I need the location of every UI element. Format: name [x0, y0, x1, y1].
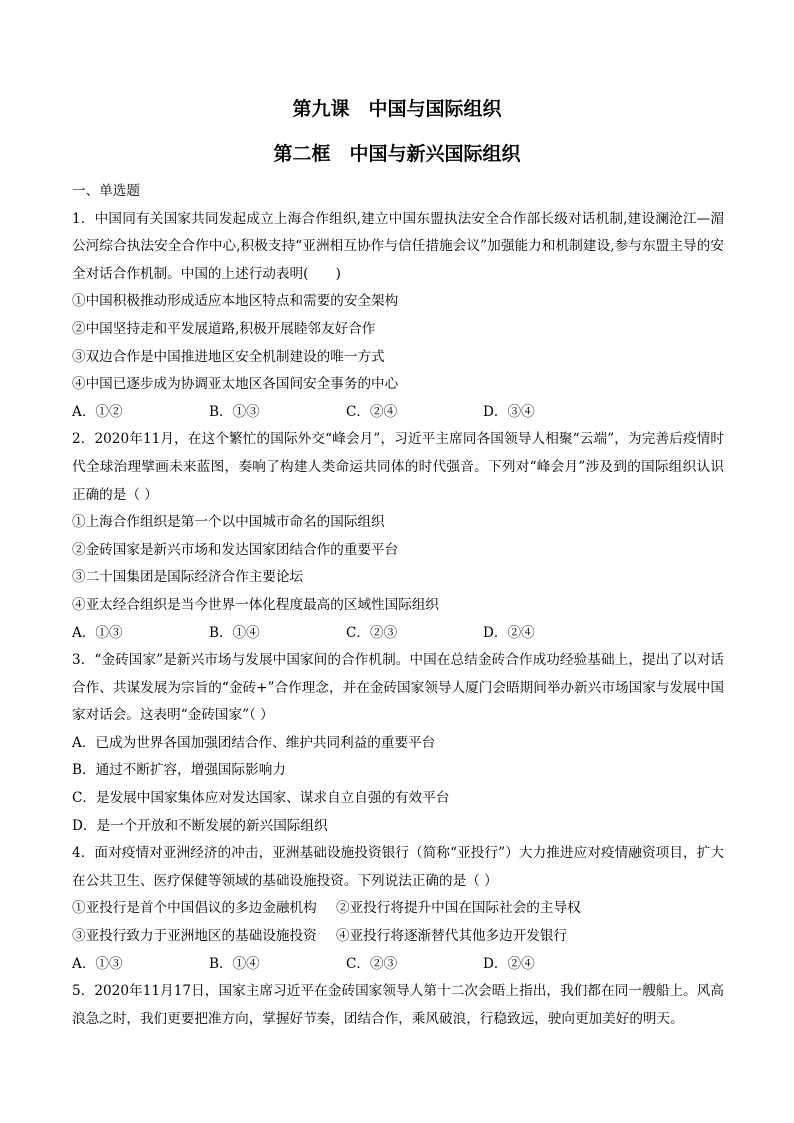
choice-c[interactable]: C．是发展中国家集体应对发达国家、谋求自立自强的有效平台 [72, 790, 450, 807]
question-2-item: ④亚太经合组织是当今世界一体化程度最高的区域性国际组织 [72, 596, 440, 613]
choice-c[interactable]: C．②③ [346, 624, 398, 641]
question-4-item-row [72, 895, 724, 923]
question-2-item: ①上海合作组织是第一个以中国城市命名的国际组织 [72, 514, 385, 531]
question-2-item: ③二十国集团是国际经济合作主要论坛 [72, 569, 304, 586]
question-list [72, 178, 724, 1033]
choice-a[interactable]: A．①③ [72, 955, 123, 972]
question-4-stem: 4．面对疫情对亚洲经济的冲击，亚洲基础设施投资银行（简称“亚投行”）大力推进应对疫情融资项目，扩大在公共卫生、医疗保健等领域的基础设施投资。下列说法正确的是（ ） [72, 845, 724, 889]
section-heading: 一、单选题 [72, 183, 140, 199]
question-1-choices [72, 399, 724, 427]
choice-c[interactable]: C．②③ [346, 955, 398, 972]
question-4-choices [72, 951, 724, 979]
lesson-title: 第九课 中国与国际组织 [292, 98, 502, 120]
choice-b[interactable]: B．①④ [209, 955, 260, 972]
choice-a[interactable]: A．已成为世界各国加强团结合作、维护共同利益的重要平台 [72, 734, 436, 751]
question-2-item: ②金砖国家是新兴市场和发达国家团结合作的重要平台 [72, 541, 399, 558]
choice-d[interactable]: D．③④ [483, 403, 535, 420]
choice-d[interactable]: D．②④ [483, 955, 535, 972]
question-1-item: ②中国坚持走和平发展道路,积极开展睦邻友好合作 [72, 320, 376, 337]
question-4-item: ④亚投行将逐渐替代其他多边开发银行 [336, 928, 568, 945]
choice-b[interactable]: B．①③ [209, 403, 260, 420]
choice-a[interactable]: A．①③ [72, 624, 123, 641]
question-5-stem: 5．2020年11月17日，国家主席习近平在金砖国家领导人第十二次会晤上指出，我们都在同一艘船上。风高浪急之时，我们更要把准方向，掌握好节奏，团结合作，乘风破浪，行稳致远，驶向更加美好的明天。 [72, 983, 724, 1027]
question-2-choices [72, 620, 724, 648]
question-1-item: ④中国已逐步成为协调亚太地区各国间安全事务的中心 [72, 376, 399, 393]
section-title: 第二框 中国与新兴国际组织 [273, 143, 521, 165]
question-4-item: ②亚投行将提升中国在国际社会的主导权 [336, 900, 581, 917]
choice-b[interactable]: B．①④ [209, 624, 260, 641]
choice-d[interactable]: D．②④ [483, 624, 535, 641]
choice-b[interactable]: B．通过不断扩容，增强国际影响力 [72, 762, 286, 779]
question-1-item: ③双边合作是中国推进地区安全机制建设的唯一方式 [72, 348, 385, 365]
question-4-item-row [72, 923, 724, 951]
choice-a[interactable]: A．①② [72, 403, 123, 420]
question-1-stem: 1．中国同有关国家共同发起成立上海合作组织,建立中国东盟执法安全合作部长级对话机制,建设澜沧江—湄公河综合执法安全合作中心,积极支持“亚洲相互协作与信任措施会议”加强能力和机制建设,参与东盟主导的安全对话合作机制。中国的上述行动表明( ) [72, 210, 724, 282]
question-4-item: ③亚投行致力于亚洲地区的基础设施投资 [72, 928, 317, 945]
choice-c[interactable]: C．②④ [346, 403, 398, 420]
question-4-item: ①亚投行是首个中国倡议的多边金融机构 [72, 900, 317, 917]
choice-d[interactable]: D．是一个开放和不断发展的新兴国际组织 [72, 817, 328, 834]
question-1-item: ①中国积极推动形成适应本地区特点和需要的安全架构 [72, 293, 399, 310]
question-2-stem: 2．2020年11月，在这个繁忙的国际外交“峰会月”，习近平主席同各国领导人相聚“云端”，为完善后疫情时代全球治理擘画未来蓝图，奏响了构建人类命运共同体的时代强音。下列对“峰会月”涉及到的国际组织认识正确的是（ ） [72, 431, 724, 503]
question-3-stem: 3．“金砖国家”是新兴市场与发展中国家间的合作机制。中国在总结金砖合作成功经验基础上，提出了以对话合作、共谋发展为宗旨的“金砖+”合作理念，并在金砖国家领导人厦门会晤期间举办新兴市场国家与发展中国家对话会。这表明“金砖国家”（ ） [72, 652, 724, 724]
